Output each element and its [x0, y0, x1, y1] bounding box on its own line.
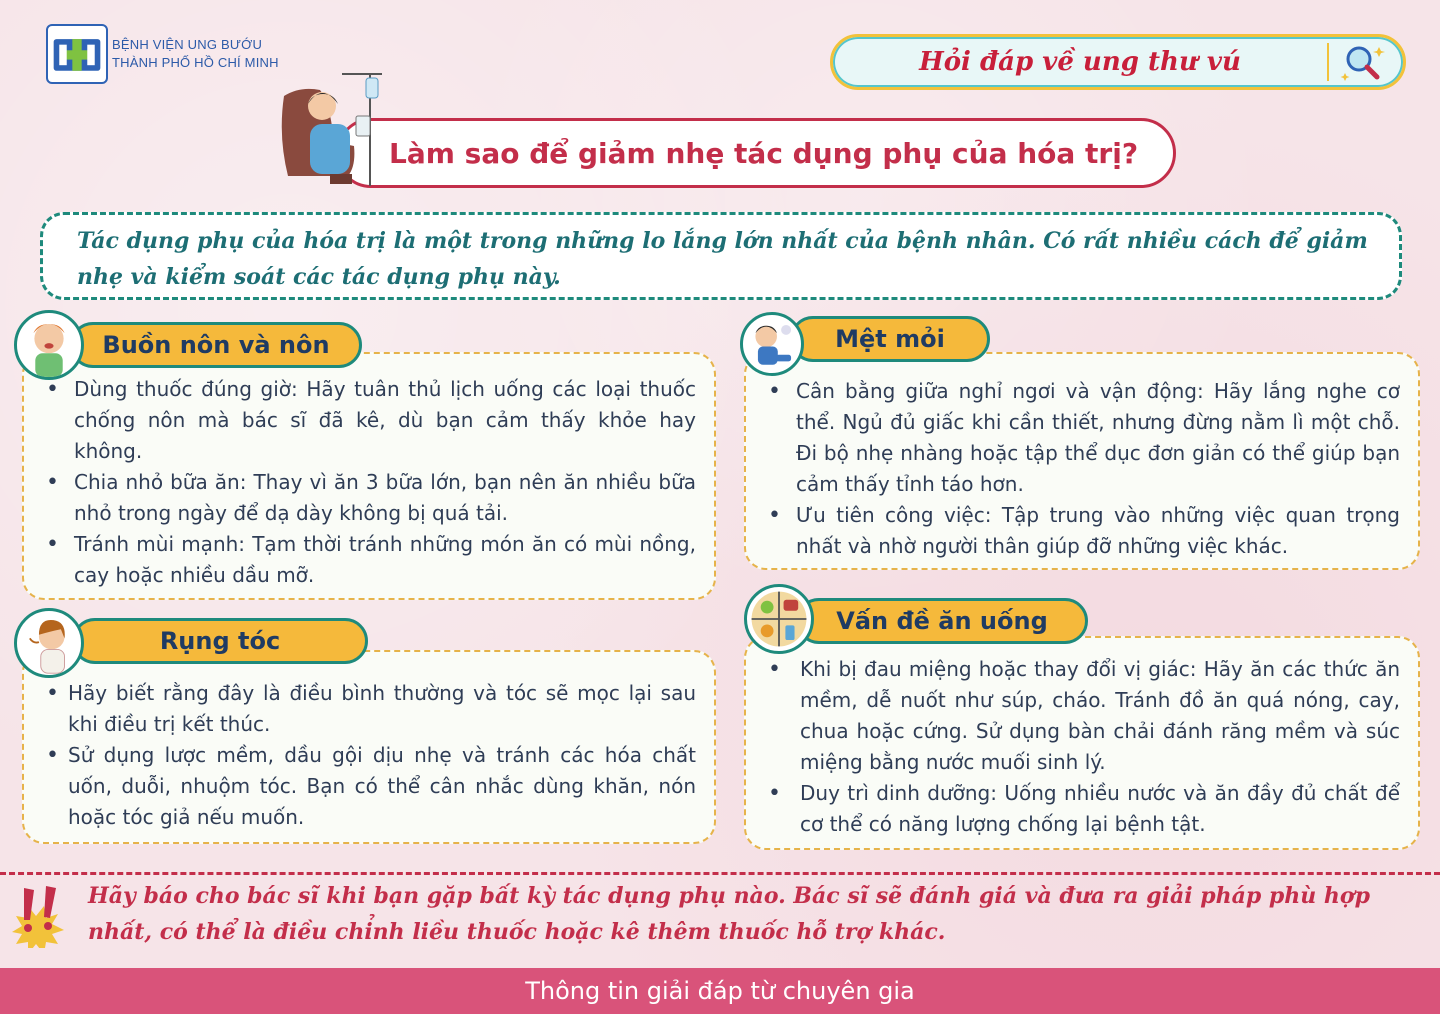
patient-chair-icon	[270, 66, 400, 196]
topic-badge	[830, 34, 1406, 90]
eating-title: Vấn đề ăn uống	[796, 598, 1088, 644]
nauseous-child-icon	[17, 313, 81, 377]
hair-illustration	[14, 608, 84, 678]
hair-title: Rụng tóc	[72, 618, 368, 664]
intro-box	[40, 212, 1402, 300]
list-item: • Khi bị đau miệng hoặc thay đổi vị giác: Hãy ăn các thức ăn mềm, dễ nuốt như súp, cháo. Tránh đồ ăn quá nóng, cay, chua hoặc cứng. Sử dụng bàn chải đánh răng mềm và súc miệng bằng nước muối sinh lý.	[746, 654, 1400, 778]
warning-text: Hãy báo cho bác sĩ khi bạn gặp bất kỳ tác dụng phụ nào. Bác sĩ sẽ đánh giá và đưa ra giải pháp phù hợp nhất, có thể là điều chỉnh liều thuốc hoặc kê thêm thuốc hỗ trợ khác.	[88, 883, 1370, 945]
nausea-title: Buồn nôn và nôn	[70, 322, 362, 368]
eating-illustration	[744, 584, 814, 654]
fatigue-card	[744, 352, 1420, 570]
intro-text: Tác dụng phụ của hóa trị là một trong những lo lắng lớn nhất của bệnh nhân. Có rất nhiều cách để giảm nhẹ và kiểm soát các tác dụng phụ này.	[77, 228, 1368, 290]
list-item: • Cân bằng giữa nghỉ ngơi và vận động: Hãy lắng nghe cơ thể. Ngủ đủ giấc khi cần thiết, nhưng đừng nằm lì một chỗ. Đi bộ nhẹ nhàng hoặc tập thể dục đơn giản có thể giúp bạn cảm thấy tỉnh táo hơn.	[746, 376, 1400, 500]
hospital-name	[112, 36, 279, 72]
topic-badge-text: Hỏi đáp về ung thư vú	[919, 47, 1241, 77]
page-title	[336, 118, 1176, 188]
food-plate-icon	[747, 587, 811, 651]
magnifier-icon	[1337, 41, 1387, 83]
hair-card	[22, 650, 716, 844]
list-item: • Duy trì dinh dưỡng: Uống nhiều nước và ăn đầy đủ chất để cơ thể có năng lượng chống lại bệnh tật.	[746, 778, 1400, 840]
fatigue-illustration	[740, 312, 804, 376]
hair-loss-woman-icon	[17, 611, 81, 675]
hospital-name-line2: THÀNH PHỐ HỒ CHÍ MINH	[112, 55, 279, 70]
list-item: • Sử dụng lược mềm, dầu gội dịu nhẹ và tránh các hóa chất uốn, duỗi, nhuộm tóc. Bạn có thể cân nhắc dùng khăn, nón hoặc tóc giả nếu muốn.	[24, 740, 696, 833]
list-item: • Ưu tiên công việc: Tập trung vào những việc quan trọng nhất và nhờ người thân giúp đỡ những việc khác.	[746, 500, 1400, 562]
list-item: • Tránh mùi mạnh: Tạm thời tránh những món ăn có mùi nồng, cay hoặc nhiều dầu mỡ.	[24, 529, 696, 591]
list-item: • Hãy biết rằng đây là điều bình thường và tóc sẽ mọc lại sau khi điều trị kết thúc.	[24, 678, 696, 740]
page-title-text: Làm sao để giảm nhẹ tác dụng phụ của hóa trị?	[389, 136, 1139, 170]
footer-text: Thông tin giải đáp từ chuyên gia	[525, 977, 915, 1005]
nausea-list	[24, 374, 696, 591]
badge-divider	[1327, 43, 1329, 81]
hospital-logo	[46, 24, 108, 84]
list-item: • Chia nhỏ bữa ăn: Thay vì ăn 3 bữa lớn, bạn nên ăn nhiều bữa nhỏ trong ngày để dạ dày không bị quá tải.	[24, 467, 696, 529]
list-item: • Dùng thuốc đúng giờ: Hãy tuân thủ lịch uống các loại thuốc chống nôn mà bác sĩ đã kê, dù bạn cảm thấy khỏe hay không.	[24, 374, 696, 467]
hair-list	[24, 678, 696, 833]
fatigue-list	[746, 376, 1400, 562]
footer-banner	[0, 968, 1440, 1014]
nausea-card	[22, 352, 716, 600]
eating-card	[744, 636, 1420, 850]
hospital-name-line1: BỆNH VIỆN UNG BƯỚU	[112, 37, 263, 52]
exclamation-icon	[8, 882, 70, 948]
eating-list	[746, 654, 1400, 840]
warning-divider	[0, 872, 1440, 875]
nausea-illustration	[14, 310, 84, 380]
fatigue-title: Mệt mỏi	[790, 316, 990, 362]
tired-person-icon	[743, 315, 801, 373]
